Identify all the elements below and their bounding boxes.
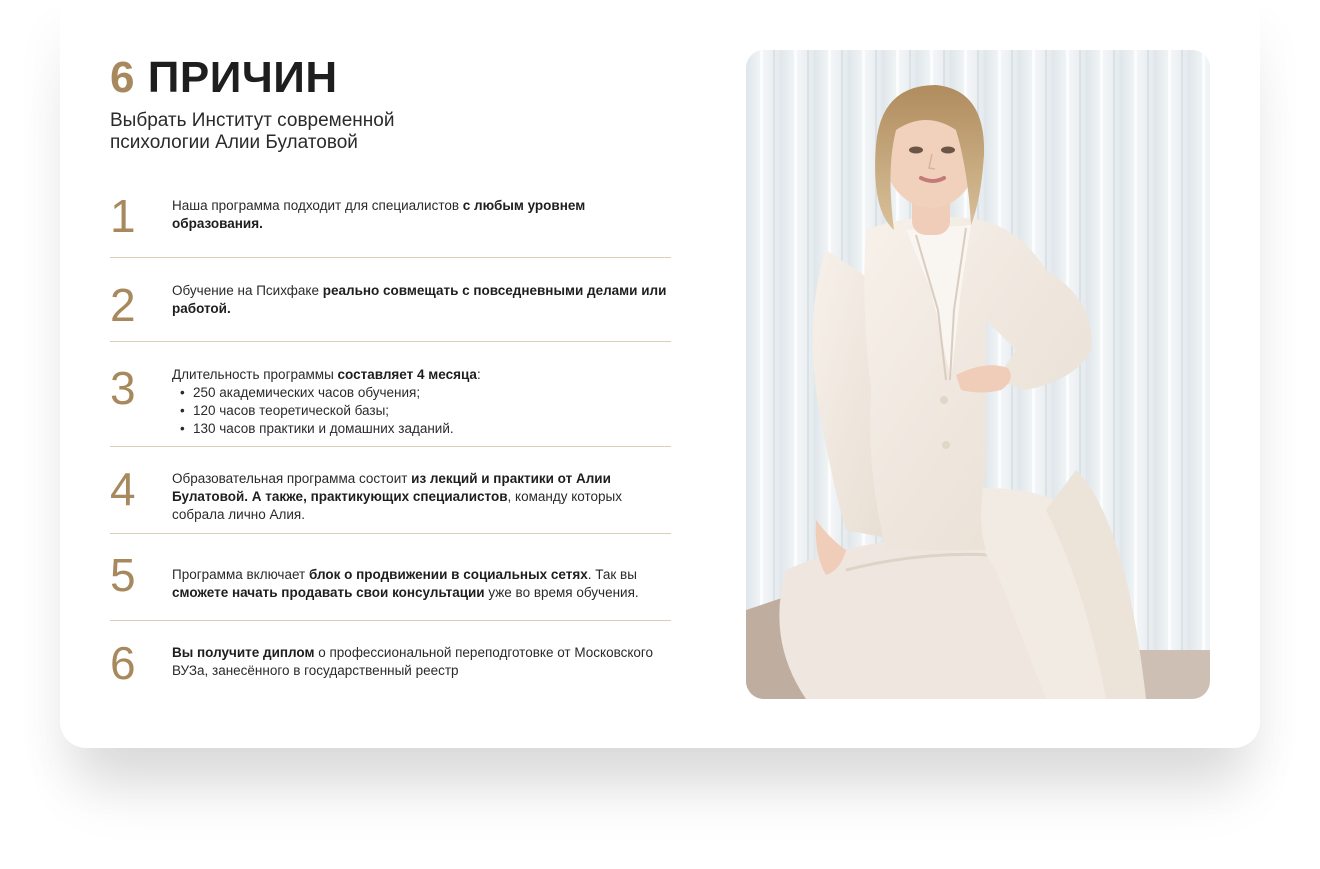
reason-item-3 — [110, 342, 671, 447]
reason-item-5 — [110, 534, 671, 621]
title-word: ПРИЧИН — [147, 53, 338, 102]
reason-text-regular: уже во время обучения. — [484, 585, 639, 600]
reason-item-4 — [110, 447, 671, 534]
reason-text-regular: Обучение на Психфаке — [172, 283, 323, 298]
bullet-item: • 250 академических часов обучения; — [180, 384, 671, 402]
reason-text-regular: : — [476, 367, 481, 382]
reason-item-1 — [110, 170, 671, 258]
reason-text-regular: . Так вы — [587, 567, 637, 582]
reason-item-6 — [110, 621, 671, 701]
reason-number: 2 — [110, 279, 136, 331]
title-number: 6 — [110, 53, 135, 102]
reason-text-bold: сможете начать продавать свои консультации — [172, 585, 485, 600]
reason-number: 4 — [110, 463, 136, 515]
reason-text-regular: Образовательная программа состоит — [172, 471, 412, 486]
reason-text-bold: реально совмещать с повседневными делами или работой. — [172, 283, 667, 316]
reason-text-regular: Длительность программы — [172, 367, 338, 382]
reason-text-regular: , команду которых собрала лично Алия. — [172, 489, 622, 522]
page-title — [110, 52, 338, 104]
reason-number: 6 — [110, 637, 136, 689]
reason-number: 1 — [110, 190, 136, 242]
bullet-item: • 130 часов практики и домашних заданий. — [180, 420, 671, 438]
bullet-item: • 120 часов теоретической базы; — [180, 402, 671, 420]
portrait-photo — [746, 50, 1210, 699]
reason-text-bold: из лекций и практики от Алии Булатовой. А также, практикующих специалистов — [172, 471, 611, 504]
reason-text-bold: составляет 4 месяца — [337, 367, 477, 382]
reason-text — [172, 366, 671, 438]
reasons-list — [110, 170, 671, 701]
reason-text-bold: блок о продвижении в социальных сетях — [308, 567, 588, 582]
reason-number: 5 — [110, 549, 136, 601]
reason-bullets — [172, 384, 671, 438]
reason-text — [172, 470, 671, 524]
reason-text — [172, 644, 671, 680]
reason-text — [172, 566, 671, 602]
page-subtitle: Выбрать Институт современной психологии Алии Булатовой — [110, 110, 395, 153]
reason-number: 3 — [110, 362, 136, 414]
reason-text-bold: с любым уровнем образования. — [172, 198, 586, 231]
reason-text-bold: Вы получите диплом — [172, 645, 315, 660]
reason-text-regular: Наша программа подходит для специалистов — [172, 198, 463, 213]
reason-item-2 — [110, 258, 671, 342]
reason-text-regular: о профессиональной переподготовке от Московского ВУЗа, занесённого в государственный реестр — [172, 645, 654, 678]
reason-text — [172, 197, 671, 233]
reason-text-regular: Программа включает — [172, 567, 309, 582]
reason-text — [172, 282, 671, 318]
portrait-illustration — [746, 50, 1210, 699]
